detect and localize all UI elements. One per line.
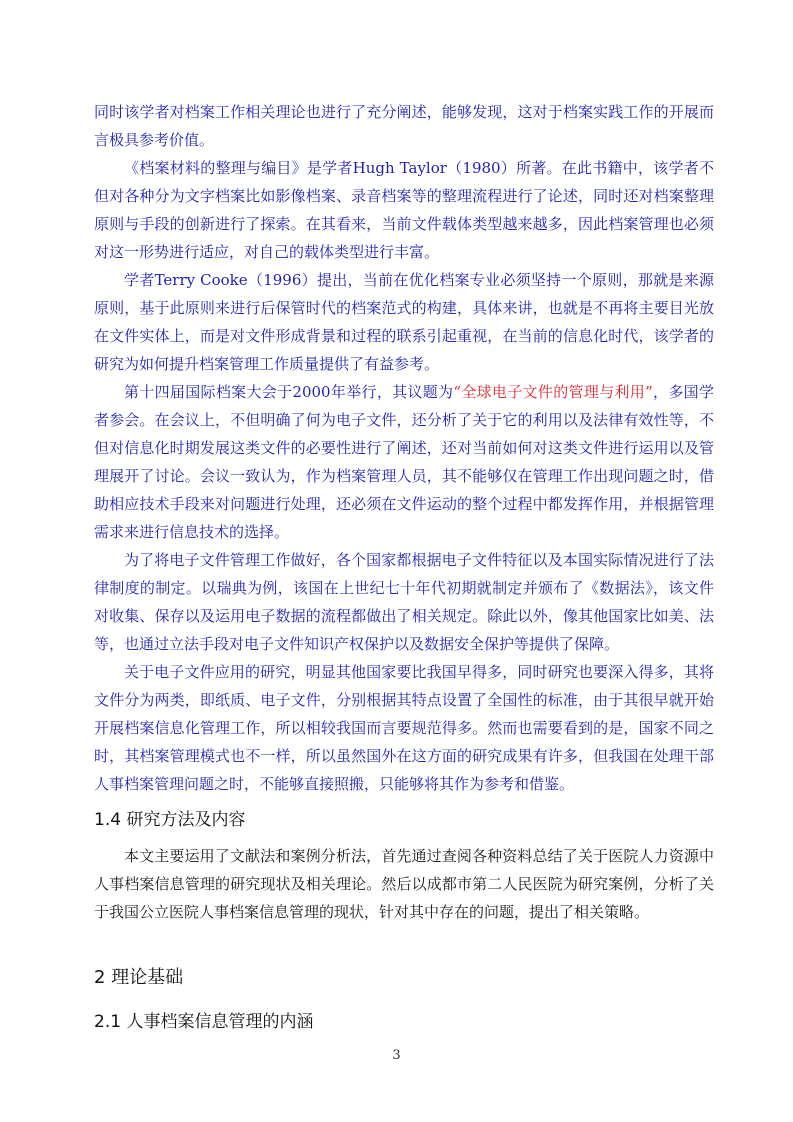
paragraph-ica-before: 第十四届国际档案大会于2000年举行，其议题为 xyxy=(124,383,454,401)
paragraph-hugh-taylor: 《档案材料的整理与编目》是学者Hugh Taylor（1980）所著。在此书籍中，该学者不但对各种分为文字档案比如影像档案、录音档案等的整理流程进行了论述，同时还对档案整理原则与手段的创新进行了探索。在其看来，当前文件载体类型越来越多，因此档案管理也必须对这一形势进行适应，对自己的载体类型进行丰富。 xyxy=(94,159,714,261)
section-gap xyxy=(94,926,714,956)
section-heading-2-1: 2.1 人事档案信息管理的内涵 xyxy=(94,1012,314,1032)
chapter-heading-2: 2 理论基础 xyxy=(94,967,184,988)
page-content xyxy=(94,98,714,1044)
highlighted-topic: “全球电子文件的管理与利用” xyxy=(453,383,653,401)
paragraph-foreign-research: 关于电子文件应用的研究，明显其他国家要比我国早得多，同时研究也要深入得多，其将文件分为两类，即纸质、电子文件，分别根据其特点设置了全国性的标准，由于其很早就开始开展档案信息化管理工作，所以相较我国而言要规范得多。然而也需要看到的是，国家不同之时，其档案管理模式也不一样，所以虽然国外在这方面的研究成果有许多，但我国在处理干部人事档案管理问题之时，不能够直接照搬，只能够将其作为参考和借鉴。 xyxy=(94,663,714,793)
paragraph-terry-cooke: 学者Terry Cooke（1996）提出，当前在优化档案专业必须坚持一个原则，那就是来源原则，基于此原则来进行后保管时代的档案范式的构建，具体来讲，也就是不再将主要目光放在文件实体上，而是对文件形成背景和过程的联系引起重视，在当前的信息化时代，该学者的研究为如何提升档案管理工作质量提供了有益参考。 xyxy=(94,271,714,373)
paragraph-ica-after: ，多国学者参会。在会议上，不但明确了何为电子文件，还分析了关于它的利用以及法律有效性等，不但对信息化时期发展这类文件的必要性进行了阐述，还对当前如何对这类文件进行运用以及管理展开了讨论。会议一致认为，作为档案管理人员，其不能够仅在管理工作出现问题之时，借助相应技术手段来对问题进行处理，还必须在文件运动的整个过程中都发挥作用，并根据管理需求来进行信息技术的选择。 xyxy=(94,383,714,541)
paragraph-research-methods: 本文主要运用了文献法和案例分析法，首先通过查阅各种资料总结了关于医院人力资源中人事档案信息管理的研究现状及相关理论。然后以成都市第二人民医院为研究案例，分析了关于我国公立医院人事档案信息管理的现状，针对其中存在的问题，提出了相关策略。 xyxy=(94,847,714,921)
page-number: 3 xyxy=(392,1048,401,1063)
paragraph-continuation: 同时该学者对档案工作相关理论也进行了充分阐述，能够发现，这对于档案实践工作的开展而言极具参考价值。 xyxy=(94,103,714,149)
section-heading-1-4: 1.4 研究方法及内容 xyxy=(94,810,246,830)
paragraph-ica-congress xyxy=(94,378,714,546)
paragraph-legislation: 为了将电子文件管理工作做好，各个国家都根据电子文件特征以及本国实际情况进行了法律制度的制定。以瑞典为例，该国在上世纪七十年代初期就制定并颁布了《数据法》，该文件对收集、保存以及运用电子数据的流程都做出了相关规定。除此以外，像其他国家比如美、法等，也通过立法手段对电子文件知识产权保护以及数据安全保护等提供了保障。 xyxy=(94,551,714,653)
